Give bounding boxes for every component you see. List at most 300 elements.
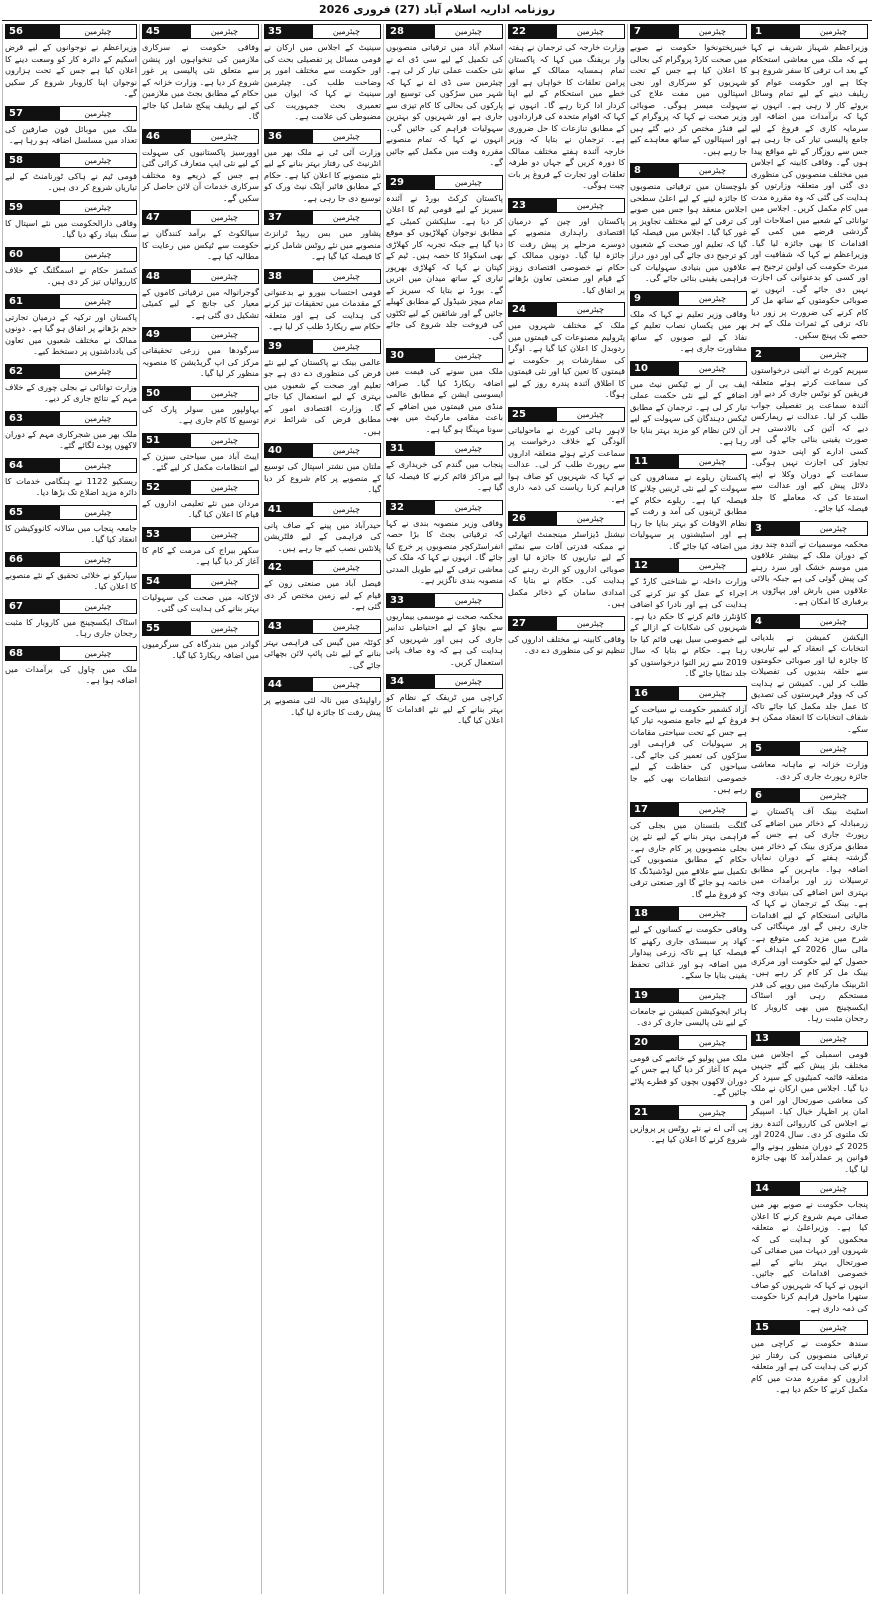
- item-body: وفاقی وزیر منصوبہ بندی نے کہا کہ ترقیاتی بجٹ کا بڑا حصہ انفراسٹرکچر منصوبوں پر خرچ کیا جائے گا۔ انہوں نے کہا کہ ملک کی معاشی ترقی کے لیے طویل المدتی منصوبہ بندی ناگزیر ہے۔: [386, 517, 503, 585]
- item-number-tag: [508, 407, 625, 422]
- item-body: کسٹمز حکام نے اسمگلنگ کے خلاف کارروائیاں تیز کر دی ہیں۔: [5, 264, 137, 286]
- item-body: پاکستان اور چین کے درمیان اقتصادی راہداری منصوبے کے دوسرے مرحلے پر پیش رفت کا جائزہ لیا گیا۔ دونوں ممالک کے حکام نے خصوصی اقتصادی زونز کے قیام اور صنعتی تعاون بڑھانے پر اتفاق کیا۔: [508, 215, 625, 295]
- item-label: چیئرمین: [313, 25, 380, 38]
- item-number-tag: [630, 802, 747, 817]
- item-number: 47: [143, 211, 191, 224]
- news-item: [386, 24, 503, 169]
- item-number-tag: [5, 552, 137, 567]
- item-number-tag: [508, 198, 625, 213]
- item-label: چیئرمین: [679, 559, 746, 572]
- item-number: 45: [143, 25, 191, 38]
- item-number-tag: [630, 24, 747, 39]
- item-number: 62: [6, 365, 60, 378]
- item-number: 3: [752, 522, 800, 535]
- item-number: 28: [387, 25, 435, 38]
- item-number: 35: [265, 25, 313, 38]
- item-body: قومی اسمبلی کے اجلاس میں مختلف بلز پیش کیے گئے جنہیں متعلقہ قائمہ کمیٹیوں کے سپرد کر دیا گیا۔ اجلاس میں ارکان نے ملک کی معاشی صورتحال اور امن و امان پر اظہار خیال کیا۔ اسپیکر نے اجلاس کی کارروائی آئندہ روز تک ملتوی کر دی۔ سال 2024 اور 2025 کے دوران منظور ہونے والے قوانین پر عملدرآمد کا بھی جائزہ لیا گیا۔: [751, 1048, 868, 1174]
- item-number-tag: [386, 441, 503, 456]
- news-item: [508, 198, 625, 297]
- column-3: [505, 24, 627, 1594]
- news-item: [386, 175, 503, 343]
- item-number-tag: [751, 521, 868, 536]
- item-body: اسلام آباد میں ترقیاتی منصوبوں کی تکمیل کے لیے سی ڈی اے نے نئی حکمت عملی تیار کر لی ہے۔ چیئرمین سی ڈی اے نے کہا کہ شہر میں سڑکوں کی توسیع اور پارکوں کی بحالی کا کام تیزی سے جاری ہے اور شہریوں کو بہترین سہولیات فراہم کی جائیں گی۔ انہوں نے کہا کہ تمام منصوبے مقررہ وقت میں مکمل کیے جائیں گے۔: [386, 42, 503, 167]
- item-label: چیئرمین: [800, 522, 867, 535]
- column-1: [749, 24, 870, 1594]
- news-item: [386, 674, 503, 727]
- item-number-tag: [264, 24, 381, 39]
- item-number: 9: [631, 292, 679, 305]
- news-item: [5, 552, 137, 593]
- item-number-tag: [630, 291, 747, 306]
- item-number: 63: [6, 412, 60, 425]
- item-label: چیئرمین: [60, 506, 136, 519]
- item-body: وزیراعظم شہباز شریف نے کہا ہے کہ ملک میں معاشی استحکام کے بعد اب ترقی کا سفر شروع ہو چکا ہے اور حکومت عوام کو ریلیف دینے کے لیے تمام وسائل بروئے کار لا رہی ہے۔ انہوں نے کہا کہ برآمدات میں اضافہ اور سرمایہ کاری کے فروغ کے لیے جامع پالیسی تیار کی جا رہی ہے جس سے روزگار کے نئے مواقع پیدا ہوں گے۔ وفاقی کابینہ کے اجلاس میں مختلف منصوبوں کی منظوری دی گئی اور متعلقہ وزارتوں کو ہدایت کی گئی کہ وہ مقررہ مدت میں کام مکمل کریں۔ اجلاس میں توانائی کے شعبے میں اصلاحات اور گردشی قرضے میں کمی کے اقدامات کا بھی جائزہ لیا گیا۔ وزیراعظم نے کہا کہ شفافیت اور میرٹ حکومت کی اولین ترجیح ہے اور کسی کو بدعنوانی کی اجازت نہیں دی جائے گی۔ انہوں نے صوبائی حکومتوں کے ساتھ مل کر کام کرنے کی ضرورت پر زور دیا تاکہ ترقی کے ثمرات ملک کے ہر حصے تک پہنچ سکیں۔: [751, 42, 868, 340]
- item-body: سینیٹ کے اجلاس میں ارکان نے قومی مسائل پر تفصیلی بحث کی اور حکومت سے مختلف امور پر وضاحت طلب کی۔ چیئرمین سینیٹ نے کہا کہ ایوان میں تعمیری بحث جمہوریت کی مضبوطی کی علامت ہے۔: [264, 42, 381, 121]
- news-item: [508, 24, 625, 192]
- item-number-tag: [386, 500, 503, 515]
- item-label: چیئرمین: [191, 130, 258, 143]
- news-item: [508, 302, 625, 401]
- item-body: مردان میں نئے تعلیمی اداروں کے قیام کا اعلان کیا گیا۔: [142, 497, 259, 519]
- news-item: [5, 646, 137, 687]
- item-number: 65: [6, 506, 60, 519]
- item-label: چیئرمین: [313, 561, 380, 574]
- news-item: [630, 1035, 747, 1099]
- item-number: 61: [6, 295, 60, 308]
- item-label: چیئرمین: [313, 678, 380, 691]
- item-number-tag: [5, 646, 137, 661]
- news-item: [264, 560, 381, 613]
- item-body: وزارت خزانہ نے ماہانہ معاشی جائزہ رپورٹ جاری کر دی۔: [751, 759, 868, 781]
- column-6: [139, 24, 261, 1594]
- item-number: 52: [143, 481, 191, 494]
- item-label: چیئرمین: [435, 349, 502, 362]
- item-body: ریسکیو 1122 نے ہنگامی خدمات کا دائرہ مزید اضلاع تک بڑھا دیا۔: [5, 475, 137, 497]
- item-number-tag: [142, 210, 259, 225]
- news-item: [264, 24, 381, 123]
- item-number: 13: [752, 1032, 800, 1045]
- news-item: [751, 741, 868, 782]
- news-item: [5, 200, 137, 241]
- item-label: چیئرمین: [313, 444, 380, 457]
- news-item: [142, 621, 259, 662]
- item-number: 34: [387, 675, 435, 688]
- item-label: چیئرمین: [191, 211, 258, 224]
- item-label: چیئرمین: [679, 687, 746, 700]
- item-body: ملک میں پولیو کے خاتمے کی قومی مہم کا آغاز کر دیا گیا ہے جس کے دوران لاکھوں بچوں کو قطرے پلائے جائیں گے۔: [630, 1052, 747, 1097]
- item-body: اسٹیٹ بینک آف پاکستان نے زرمبادلہ کے ذخائر میں اضافے کی رپورٹ جاری کی ہے جس کے مطابق مرکزی بینک کے ذخائر میں گزشتہ ہفتے کے دوران نمایاں اضافہ ہوا۔ ماہرین کے مطابق ترسیلات زر اور برآمدات میں بہتری اس اضافے کی بنیادی وجہ ہے۔ بینک کے ترجمان نے کہا کہ مالیاتی استحکام کے لیے اقدامات جاری رہیں گے اور مہنگائی کی شرح میں مزید کمی متوقع ہے۔ مالی سال 2026 کے اہداف کے حصول کے لیے حکومت اور مرکزی بینک مل کر کام کر رہے ہیں۔ انٹربینک مارکیٹ میں روپے کی قدر مستحکم رہی اور اسٹاک ایکسچینج میں بھی کاروبار کا رجحان مثبت رہا۔: [751, 806, 868, 1023]
- item-label: چیئرمین: [191, 25, 258, 38]
- item-number-tag: [630, 163, 747, 178]
- item-body: سندھ حکومت نے کراچی میں ترقیاتی منصوبوں کی رفتار تیز کرنے کی ہدایت کی ہے اور متعلقہ اداروں کو مقررہ مدت میں کام مکمل کرنے کا حکم دیا ہے۔: [751, 1338, 868, 1394]
- news-item: [264, 619, 381, 672]
- item-number-tag: [5, 505, 137, 520]
- news-item: [264, 502, 381, 555]
- item-body: آزاد کشمیر حکومت نے سیاحت کے فروغ کے لیے جامع منصوبہ تیار کیا ہے جس کے تحت سیاحتی مقامات پر سہولیات کی فراہمی اور سڑکوں کی تعمیر کی جائے گی۔ سیاحوں کی حفاظت کے لیے خصوصی انتظامات بھی کیے جا رہے ہیں۔: [630, 703, 747, 794]
- item-label: چیئرمین: [313, 620, 380, 633]
- news-item: [630, 454, 747, 553]
- item-label: چیئرمین: [557, 408, 624, 421]
- item-number-tag: [264, 677, 381, 692]
- news-item: [751, 521, 868, 608]
- item-number-tag: [142, 574, 259, 589]
- item-body: عالمی بینک نے پاکستان کے لیے نئے قرض کی منظوری دے دی ہے جو تعلیم اور صحت کے شعبوں میں بہتری کے لیے استعمال کیا جائے گا۔ وزارت اقتصادی امور کے مطابق قرض کی شرائط نرم ہیں۔: [264, 356, 381, 436]
- item-number-tag: [5, 106, 137, 121]
- item-label: چیئرمین: [191, 270, 258, 283]
- item-number-tag: [264, 502, 381, 517]
- news-item: [630, 291, 747, 355]
- item-body: پاکستان ریلوے نے مسافروں کی سہولت کے لیے نئی ٹرینیں چلانے کا فیصلہ کیا ہے۔ ریلوے حکام کے مطابق ٹرینوں کی آمد و رفت کے نظام الاوقات کو بہتر بنایا جا رہا ہے اور اسٹیشنوں پر سہولیات میں اضافہ کیا جائے گا۔: [630, 471, 747, 551]
- item-body: لاہور ہائی کورٹ نے ماحولیاتی آلودگی کے خلاف درخواست پر سماعت کرتے ہوئے متعلقہ اداروں سے رپورٹ طلب کر لی۔ عدالت نے کہا کہ شہریوں کو صاف ہوا فراہم کرنا ریاست کی ذمہ داری ہے۔: [508, 424, 625, 504]
- item-number: 23: [509, 199, 557, 212]
- item-number-tag: [142, 129, 259, 144]
- item-label: چیئرمین: [313, 130, 380, 143]
- item-number: 60: [6, 248, 60, 261]
- item-number: 38: [265, 270, 313, 283]
- item-number-tag: [142, 386, 259, 401]
- news-item: [142, 386, 259, 427]
- item-label: چیئرمین: [435, 176, 502, 189]
- item-body: وزارت خارجہ کی ترجمان نے ہفتہ وار بریفنگ میں کہا کہ پاکستان تمام ہمسایہ ممالک کے ساتھ پرامن تعلقات کا خواہاں ہے اور خطے میں استحکام کے لیے اپنا کردار ادا کرتا رہے گا۔ انہوں نے کہا کہ اقوام متحدہ کی قراردادوں کے مطابق تنازعات کا حل ضروری ہے۔ ترجمان نے بتایا کہ وزیر خارجہ آئندہ ہفتے مختلف ممالک کا دورہ کریں گے جہاں دو طرفہ تعلقات اور تجارت کے فروغ پر بات چیت ہوگی۔: [508, 42, 625, 190]
- item-number-tag: [264, 619, 381, 634]
- item-number-tag: [630, 558, 747, 573]
- item-number-tag: [630, 1105, 747, 1120]
- item-body: جامعہ پنجاب میں سالانہ کانووکیشن کا انعقاد کیا گیا۔: [5, 522, 137, 544]
- item-label: چیئرمین: [435, 442, 502, 455]
- masthead-title: روزنامہ اداریہ اسلام آباد (27) فروری 2026: [318, 3, 556, 16]
- item-body: پاکستان اور ترکیہ کے درمیان تجارتی حجم بڑھانے پر اتفاق ہو گیا ہے۔ دونوں ممالک نے مختلف شعبوں میں تعاون کی یادداشتوں پر دستخط کیے۔: [5, 311, 137, 356]
- item-label: چیئرمین: [557, 199, 624, 212]
- item-body: ہائر ایجوکیشن کمیشن نے جامعات کے لیے نئی پالیسی جاری کر دی۔: [630, 1005, 747, 1027]
- item-label: چیئرمین: [800, 789, 867, 802]
- item-body: سیالکوٹ کے برآمد کنندگان نے حکومت سے ٹیکس میں رعایت کا مطالبہ کیا ہے۔: [142, 228, 259, 261]
- item-body: ملک میں سونے کی قیمت میں اضافہ ریکارڈ کیا گیا۔ صرافہ ایسوسی ایشن کے مطابق عالمی منڈی میں قیمتوں میں اضافے کے باعث مقامی مارکیٹ میں بھی سونا مہنگا ہو گیا ہے۔: [386, 366, 503, 434]
- news-item: [751, 1031, 868, 1176]
- item-number: 24: [509, 303, 557, 316]
- news-item: [142, 24, 259, 123]
- column-7: [2, 24, 139, 1594]
- news-item: [630, 1105, 747, 1146]
- news-item: [5, 505, 137, 546]
- item-number-tag: [386, 175, 503, 190]
- item-number-tag: [386, 24, 503, 39]
- item-number-tag: [508, 24, 625, 39]
- news-item: [751, 614, 868, 736]
- column-4: [383, 24, 505, 1594]
- item-number: 36: [265, 130, 313, 143]
- item-label: چیئرمین: [800, 25, 867, 38]
- item-body: وزارت توانائی نے بجلی چوری کے خلاف مہم کے نتائج جاری کر دیے۔: [5, 381, 137, 403]
- news-item: [5, 153, 137, 194]
- item-number-tag: [5, 24, 137, 39]
- item-number: 43: [265, 620, 313, 633]
- item-label: چیئرمین: [60, 365, 136, 378]
- item-body: ملک میں موبائل فون صارفین کی تعداد میں مسلسل اضافہ ہو رہا ہے۔: [5, 123, 137, 145]
- item-label: چیئرمین: [191, 575, 258, 588]
- news-item: [751, 1181, 868, 1314]
- news-item: [630, 24, 747, 157]
- item-label: چیئرمین: [679, 1106, 746, 1119]
- item-label: چیئرمین: [679, 989, 746, 1002]
- item-label: چیئرمین: [191, 387, 258, 400]
- item-number: 27: [509, 617, 557, 630]
- news-item: [264, 677, 381, 718]
- item-number: 21: [631, 1106, 679, 1119]
- news-item: [142, 129, 259, 205]
- item-number: 59: [6, 201, 60, 214]
- news-item: [142, 269, 259, 322]
- item-number-tag: [751, 1320, 868, 1335]
- item-body: خیبرپختونخوا حکومت نے صوبے میں صحت کارڈ پروگرام کی بحالی کا اعلان کیا ہے جس کے تحت شہریوں کو سرکاری اور نجی اسپتالوں میں مفت علاج کی سہولت میسر ہوگی۔ صوبائی وزیر صحت نے کہا کہ پروگرام کے لیے فنڈز مختص کر دیے گئے ہیں اور اسپتالوں کے ساتھ معاہدے کیے جا رہے ہیں۔: [630, 42, 747, 156]
- news-item: [5, 458, 137, 499]
- item-number: 1: [752, 25, 800, 38]
- item-number: 42: [265, 561, 313, 574]
- news-item: [5, 294, 137, 358]
- item-label: چیئرمین: [435, 675, 502, 688]
- item-label: چیئرمین: [60, 154, 136, 167]
- item-body: وفاقی دارالحکومت میں نئے اسپتال کا سنگ بنیاد رکھ دیا گیا۔: [5, 217, 137, 239]
- item-body: فیصل آباد میں صنعتی زون کے قیام کے لیے زمین مختص کر دی گئی ہے۔: [264, 578, 381, 611]
- item-number: 46: [143, 130, 191, 143]
- item-number: 67: [6, 600, 60, 613]
- item-label: چیئرمین: [313, 270, 380, 283]
- item-number-tag: [386, 593, 503, 608]
- item-body: کوئٹہ میں گیس کی فراہمی بہتر بنانے کے لیے نئی پائپ لائن بچھائی جائے گی۔: [264, 636, 381, 670]
- item-number: 6: [752, 789, 800, 802]
- item-label: چیئرمین: [679, 455, 746, 468]
- item-body: ملک کے مختلف شہروں میں پٹرولیم مصنوعات کی قیمتوں میں ردوبدل کا اعلان کیا گیا ہے۔ اوگرا کی سفارشات پر حکومت نے قیمتوں کا تعین کیا اور نئی قیمتوں کا اطلاق آئندہ پندرہ روز کے لیے ہوگا۔: [508, 320, 625, 399]
- news-item: [5, 364, 137, 405]
- item-number: 12: [631, 559, 679, 572]
- item-number-tag: [264, 560, 381, 575]
- item-body: لاڑکانہ میں صحت کی سہولیات بہتر بنانے کی ہدایت کی گئی۔: [142, 591, 259, 613]
- item-label: چیئرمین: [191, 481, 258, 494]
- item-number: 51: [143, 434, 191, 447]
- item-number-tag: [386, 348, 503, 363]
- item-body: وفاقی وزیر تعلیم نے کہا کہ ملک بھر میں یکساں نصاب تعلیم کے نفاذ کے لیے صوبوں کے ساتھ مشاورت جاری ہے۔: [630, 308, 747, 353]
- item-body: سپارکو نے خلائی تحقیق کے نئے منصوبے کا اعلان کیا۔: [5, 569, 137, 591]
- item-label: چیئرمین: [679, 1036, 746, 1049]
- item-body: وفاقی کابینہ نے مختلف اداروں کی تنظیم نو کی منظوری دے دی۔: [508, 633, 625, 655]
- item-body: وزارت آئی ٹی نے ملک بھر میں انٹرنیٹ کی رفتار بہتر بنانے کے لیے نئے منصوبے کا اعلان کیا ہے۔ حکام کے مطابق فائبر آپٹک نیٹ ورک کو توسیع دی جا رہی ہے۔: [264, 146, 381, 203]
- item-number: 15: [752, 1321, 800, 1334]
- news-item: [508, 616, 625, 657]
- news-item: [386, 593, 503, 669]
- news-item: [264, 269, 381, 333]
- news-item: [5, 106, 137, 147]
- item-number: 39: [265, 340, 313, 353]
- item-label: چیئرمین: [60, 107, 136, 120]
- item-label: چیئرمین: [60, 600, 136, 613]
- news-item: [5, 599, 137, 640]
- item-body: کراچی میں ٹریفک کے نظام کو بہتر بنانے کے لیے نئے اقدامات کا اعلان کیا گیا۔: [386, 692, 503, 725]
- news-item: [386, 441, 503, 494]
- item-number: 16: [631, 687, 679, 700]
- news-item: [508, 407, 625, 506]
- item-number: 18: [631, 907, 679, 920]
- item-label: چیئرمین: [60, 459, 136, 472]
- item-body: محکمہ صحت نے موسمی بیماریوں سے بچاؤ کے لیے احتیاطی تدابیر جاری کی ہیں اور شہریوں کو ہدایت کی ہے کہ وہ صاف پانی استعمال کریں۔: [386, 610, 503, 667]
- item-number-tag: [264, 129, 381, 144]
- item-label: چیئرمین: [800, 615, 867, 628]
- item-number: 17: [631, 803, 679, 816]
- item-number: 68: [6, 647, 60, 660]
- item-number: 41: [265, 503, 313, 516]
- item-number-tag: [508, 616, 625, 631]
- column-5: [261, 24, 383, 1594]
- item-body: پنجاب میں گندم کی خریداری کے لیے مراکز قائم کرنے کا فیصلہ کیا گیا ہے۔: [386, 459, 503, 492]
- item-number: 2: [752, 348, 800, 361]
- item-number-tag: [751, 24, 868, 39]
- item-body: پشاور میں بس ریپڈ ٹرانزٹ منصوبے میں نئے روٹس شامل کرنے کا فیصلہ کیا گیا ہے۔: [264, 228, 381, 261]
- item-body: اسٹاک ایکسچینج میں کاروبار کا مثبت رجحان جاری رہا۔: [5, 616, 137, 638]
- masthead-rule: [2, 20, 872, 21]
- item-number: 54: [143, 575, 191, 588]
- item-number: 26: [509, 512, 557, 525]
- item-body: قومی ٹیم نے ہاکی ٹورنامنٹ کے لیے تیاریاں شروع کر دی ہیں۔: [5, 170, 137, 192]
- item-number-tag: [264, 210, 381, 225]
- item-body: محکمہ موسمیات نے آئندہ چند روز کے دوران ملک کے بیشتر علاقوں میں موسم خشک اور سرد رہنے کی پیش گوئی کی ہے جبکہ بالائی علاقوں میں بارش اور پہاڑوں پر برفباری کا امکان ہے۔: [751, 538, 868, 606]
- news-item: [630, 906, 747, 982]
- item-label: چیئرمین: [60, 25, 136, 38]
- news-item: [264, 443, 381, 496]
- item-label: چیئرمین: [557, 303, 624, 316]
- news-item: [264, 210, 381, 263]
- item-number: 7: [631, 25, 679, 38]
- item-label: چیئرمین: [557, 512, 624, 525]
- news-item: [264, 339, 381, 438]
- item-body: وزیراعظم نے نوجوانوں کے لیے قرض اسکیم کے دائرہ کار کو وسعت دینے کا اعلان کیا ہے جس کے تحت ہزاروں نوجوان اپنا کاروبار شروع کر سکیں گے۔: [5, 42, 137, 98]
- news-item: [630, 163, 747, 285]
- item-number-tag: [5, 247, 137, 262]
- item-number-tag: [630, 454, 747, 469]
- item-body: سکھر بیراج کی مرمت کے کام کا آغاز کر دیا گیا ہے۔: [142, 544, 259, 566]
- news-item: [386, 500, 503, 587]
- item-number: 4: [752, 615, 800, 628]
- item-body: پی آئی اے نے نئے روٹس پر پروازیں شروع کرنے کا اعلان کیا ہے۔: [630, 1122, 747, 1144]
- item-number-tag: [508, 511, 625, 526]
- item-number: 64: [6, 459, 60, 472]
- news-item: [386, 348, 503, 435]
- item-number-tag: [264, 339, 381, 354]
- item-body: پنجاب حکومت نے صوبے بھر میں صفائی مہم شروع کرنے کا اعلان کیا ہے۔ وزیراعلیٰ نے متعلقہ محکموں کو ہدایت کی کہ شہروں اور دیہات میں صفائی کی صورتحال بہتر بنانے کے لیے خصوصی اقدامات کیے جائیں۔ انہوں نے کہا کہ شہریوں کو صاف ستھرا ماحول فراہم کرنا حکومت کی ذمہ داری ہے۔: [751, 1199, 868, 1313]
- item-body: گوادر میں بندرگاہ کی سرگرمیوں میں اضافہ ریکارڈ کیا گیا۔: [142, 638, 259, 660]
- item-number: 40: [265, 444, 313, 457]
- item-label: چیئرمین: [557, 25, 624, 38]
- item-number: 20: [631, 1036, 679, 1049]
- item-body: بلوچستان میں ترقیاتی منصوبوں کا جائزہ لینے کے لیے اعلیٰ سطحی اجلاس منعقد ہوا جس میں صوبے کی ترقی کے لیے مختلف تجاویز پر غور کیا گیا۔ اجلاس میں فیصلہ کیا گیا کہ تعلیم اور صحت کے شعبوں کو ترجیح دی جائے گی اور دور دراز علاقوں میں بنیادی سہولیات کی فراہمی یقینی بنائی جائے گی۔: [630, 181, 747, 283]
- item-number-tag: [5, 411, 137, 426]
- item-number-tag: [142, 621, 259, 636]
- item-label: چیئرمین: [60, 248, 136, 261]
- item-number: 37: [265, 211, 313, 224]
- item-number-tag: [386, 674, 503, 689]
- news-item: [630, 988, 747, 1029]
- item-label: چیئرمین: [435, 501, 502, 514]
- item-number-tag: [5, 599, 137, 614]
- item-number-tag: [142, 433, 259, 448]
- item-body: ملتان میں نشتر اسپتال کی توسیع کے منصوبے پر کام شروع کر دیا گیا۔: [264, 461, 381, 494]
- news-item: [751, 1320, 868, 1396]
- news-item: [264, 129, 381, 205]
- item-label: چیئرمین: [313, 503, 380, 516]
- item-number-tag: [142, 527, 259, 542]
- item-number: 32: [387, 501, 435, 514]
- item-number-tag: [630, 361, 747, 376]
- news-item: [142, 574, 259, 615]
- item-number-tag: [142, 480, 259, 495]
- item-label: چیئرمین: [191, 528, 258, 541]
- item-label: چیئرمین: [679, 164, 746, 177]
- item-body: راولپنڈی میں نالہ لئی منصوبے پر پیش رفت کا جائزہ لیا گیا۔: [264, 695, 381, 717]
- item-number: 53: [143, 528, 191, 541]
- news-item: [751, 788, 868, 1025]
- item-number-tag: [5, 458, 137, 473]
- item-number-tag: [142, 327, 259, 342]
- item-number: 33: [387, 594, 435, 607]
- item-body: پاکستان کرکٹ بورڈ نے آئندہ سیریز کے لیے قومی ٹیم کا اعلان کر دیا ہے۔ سلیکشن کمیٹی کے مطابق نوجوان کھلاڑیوں کو موقع دیا گیا ہے جبکہ تجربہ کار کھلاڑی بھی اسکواڈ کا حصہ ہیں۔ ٹیم کے کپتان نے کہا کہ کھلاڑی بھرپور تیاری کے ساتھ میدان میں اتریں گے۔ بورڈ نے بتایا کہ سیریز کے تمام میچز شیڈول کے مطابق کھیلے جائیں گے اور شائقین کے لیے ٹکٹوں کی فروخت جلد شروع کی جائے گی۔: [386, 192, 503, 341]
- news-item: [5, 247, 137, 288]
- item-body: اوورسیز پاکستانیوں کی سہولت کے لیے نئی ایپ متعارف کرائی گئی ہے جس کے ذریعے وہ مختلف سرکاری خدمات آن لائن حاصل کر سکیں گے۔: [142, 146, 259, 203]
- item-number-tag: [5, 294, 137, 309]
- item-number-tag: [142, 269, 259, 284]
- item-number: 19: [631, 989, 679, 1002]
- item-label: چیئرمین: [435, 594, 502, 607]
- item-number-tag: [264, 269, 381, 284]
- item-number: 50: [143, 387, 191, 400]
- item-label: چیئرمین: [679, 907, 746, 920]
- item-number: 57: [6, 107, 60, 120]
- item-number: 22: [509, 25, 557, 38]
- news-item: [5, 24, 137, 100]
- news-item: [142, 527, 259, 568]
- item-number: 55: [143, 622, 191, 635]
- item-number: 31: [387, 442, 435, 455]
- item-number-tag: [142, 24, 259, 39]
- news-item: [142, 210, 259, 263]
- item-label: چیئرمین: [800, 1321, 867, 1334]
- column-2: [627, 24, 749, 1594]
- news-item: [5, 411, 137, 452]
- item-label: چیئرمین: [800, 1182, 867, 1195]
- item-label: چیئرمین: [60, 412, 136, 425]
- item-number: 25: [509, 408, 557, 421]
- item-body: سپریم کورٹ نے آئینی درخواستوں کی سماعت کرتے ہوئے متعلقہ فریقین کو نوٹس جاری کر دیے اور آئندہ سماعت پر تفصیلی جواب طلب کر لیا۔ عدالت نے ریمارکس دیے کہ آئین کی بالادستی ہر صورت یقینی بنائی جائے گی اور کسی ادارے کو اپنی حدود سے تجاوز کی اجازت نہیں ہوگی۔ سماعت کے دوران وکلا نے اپنے دلائل پیش کیے اور عدالت سے استدعا کی کہ معاملے کا جلد فیصلہ کیا جائے۔: [751, 365, 868, 513]
- item-body: نیشنل ڈیزاسٹر مینجمنٹ اتھارٹی نے ممکنہ قدرتی آفات سے نمٹنے کے لیے تیاریوں کا جائزہ لیا اور صوبائی اداروں کو الرٹ رہنے کی ہدایت کی۔ حکام نے بتایا کہ امدادی سامان کے ذخائر مکمل ہیں۔: [508, 529, 625, 608]
- item-label: چیئرمین: [60, 295, 136, 308]
- item-label: چیئرمین: [313, 211, 380, 224]
- item-body: وفاقی حکومت نے سرکاری ملازمین کی تنخواہوں اور پنشن سے متعلق نئی پالیسی پر غور شروع کر دیا ہے۔ وزارت خزانہ کے حکام کے مطابق بجٹ میں ملازمین کے لیے ریلیف پیکج شامل کیا جائے گا۔: [142, 42, 259, 121]
- item-number-tag: [5, 200, 137, 215]
- item-label: چیئرمین: [679, 803, 746, 816]
- item-label: چیئرمین: [679, 362, 746, 375]
- item-body: ایف بی آر نے ٹیکس نیٹ میں اضافے کے لیے نئی حکمت عملی تیار کر لی ہے۔ ترجمان کے مطابق ٹیکس دہندگان کی سہولت کے لیے آن لائن نظام کو مزید بہتر بنایا جا رہا ہے۔: [630, 378, 747, 446]
- item-label: چیئرمین: [679, 292, 746, 305]
- item-number-tag: [630, 686, 747, 701]
- item-body: سرگودھا میں زرعی تحقیقاتی مرکز کی اپ گریڈیشن کا منصوبہ منظور کر لیا گیا۔: [142, 345, 259, 378]
- news-item: [630, 686, 747, 796]
- item-body: قومی احتساب بیورو نے بدعنوانی کے مقدمات میں تحقیقات تیز کرنے کی ہدایت کی ہے اور متعلقہ حکام سے ریکارڈ طلب کر لیا ہے۔: [264, 286, 381, 331]
- item-number-tag: [5, 153, 137, 168]
- item-label: چیئرمین: [800, 742, 867, 755]
- item-number: 10: [631, 362, 679, 375]
- news-item: [630, 802, 747, 901]
- item-number-tag: [751, 741, 868, 756]
- item-label: چیئرمین: [557, 617, 624, 630]
- item-body: بہاولپور میں سولر پارک کی توسیع کا کام جاری ہے۔: [142, 403, 259, 425]
- news-item: [630, 361, 747, 448]
- item-label: چیئرمین: [313, 340, 380, 353]
